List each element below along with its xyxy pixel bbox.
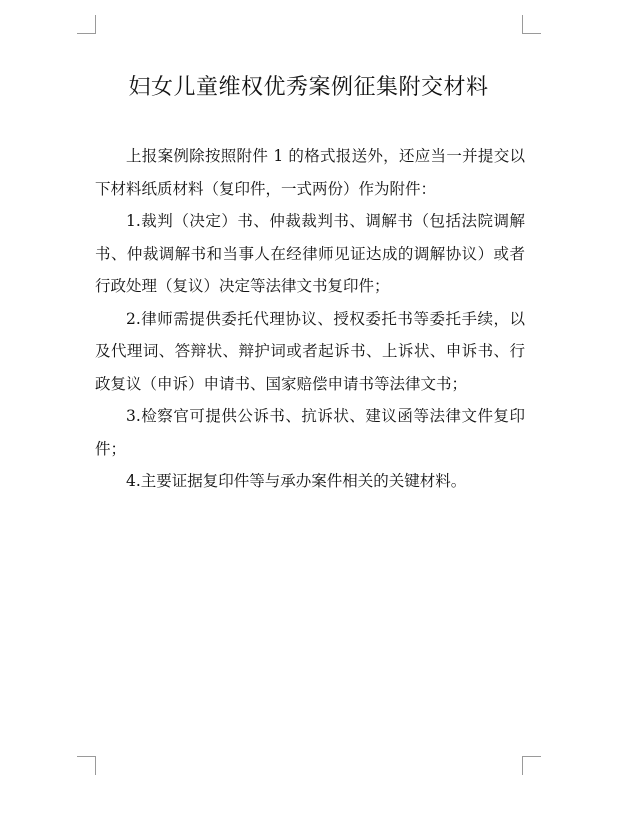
paragraph-item-2: 2.律师需提供委托代理协议、授权委托书等委托手续，以及代理词、答辩状、辩护词或者起诉书、上诉状、申诉书、行政复议（申诉）申请书、国家赔偿申请书等法律文书； xyxy=(95,309,525,393)
document-title: 妇女儿童维权优秀案例征集附交材料 xyxy=(128,75,489,100)
paragraph-item-1: 1.裁判（决定）书、仲裁裁判书、调解书（包括法院调解书、仲裁调解书和当事人在经律师见证达成的调解协议）或者行政处理（复议）决定等法律文书复印件； xyxy=(95,212,525,295)
margin-corner-top-left xyxy=(77,15,96,34)
margin-corner-bottom-left xyxy=(77,756,96,775)
paragraph-item-4: 4.主要证据复印件等与承办案件相关的关键材料。 xyxy=(126,472,467,490)
margin-corner-top-right xyxy=(522,15,541,34)
margin-corner-bottom-right xyxy=(522,756,541,775)
paragraph-intro: 上报案例除按照附件 1 的格式报送外，还应当一并提交以下材料纸质材料（复印件，一式两份）作为附件： xyxy=(95,147,525,198)
paragraph-item-3: 3.检察官可提供公诉书、抗诉状、建议函等法律文件复印件； xyxy=(95,407,525,458)
document-body xyxy=(95,140,525,498)
